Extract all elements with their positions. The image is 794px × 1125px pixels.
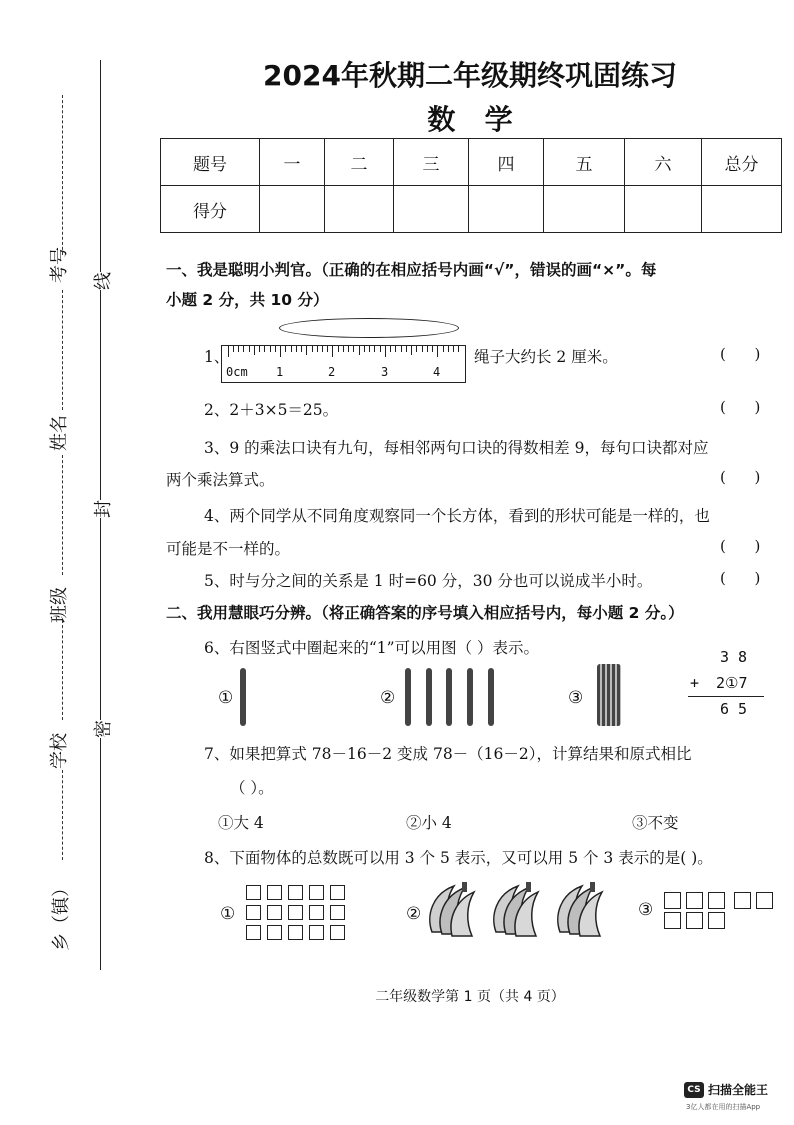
- square-icon: [734, 892, 751, 909]
- score-input-cell[interactable]: [394, 186, 469, 233]
- ruler-tick: [427, 346, 428, 352]
- ruler-tick: [448, 346, 449, 352]
- q3-text: 3、9 的乘法口诀有九句，每相邻两句口诀的得数相差 9，每句口诀都对应: [204, 439, 709, 457]
- ruler-tick: [238, 346, 239, 352]
- square-icon: [330, 925, 345, 940]
- stick-icon: [467, 668, 473, 726]
- banana-bunch-icon: [424, 880, 478, 938]
- binding-line-segment: [62, 455, 63, 575]
- ruler-tick: [270, 346, 271, 352]
- ruler-tick: [364, 346, 365, 352]
- square-icon: [288, 925, 303, 940]
- q5-text: 5、时与分之间的关系是 1 时=60 分，30 分也可以说成半小时。: [204, 572, 653, 590]
- q7-answer-paren[interactable]: （ ）。: [230, 779, 274, 797]
- square-icon: [664, 892, 681, 909]
- binding-line-segment: [62, 290, 63, 410]
- binding-line-segment: [62, 95, 63, 255]
- ruler-tick: [359, 346, 360, 355]
- ruler-tick: [280, 346, 281, 357]
- answer-paren-q3[interactable]: ( ): [720, 468, 761, 486]
- square-icon: [267, 905, 282, 920]
- square-icon: [708, 912, 725, 929]
- q8-option-3[interactable]: ③: [638, 900, 654, 920]
- label-school: 学校: [49, 733, 70, 769]
- ruler-tick: [343, 346, 344, 352]
- ruler-tick: [411, 346, 412, 355]
- q6-calc-row2: 2①7: [716, 674, 748, 692]
- scanner-app-name: 扫描全能王: [708, 1083, 769, 1097]
- table-cell: 五: [544, 139, 625, 186]
- table-cell: 六: [625, 139, 702, 186]
- square-icon: [267, 885, 282, 900]
- square-icon: [309, 885, 324, 900]
- ruler-label: 1: [276, 365, 284, 379]
- ruler-tick: [395, 346, 396, 352]
- table-cell: 得分: [161, 186, 260, 233]
- ruler-tick: [437, 346, 438, 357]
- score-input-cell[interactable]: [702, 186, 782, 233]
- table-cell: 总分: [702, 139, 782, 186]
- ruler-label: 3: [381, 365, 389, 379]
- q4-text-cont: 可能是不一样的。: [166, 540, 291, 558]
- square-icon: [246, 885, 261, 900]
- score-input-cell[interactable]: [469, 186, 544, 233]
- banana-bunch-icon: [488, 880, 542, 938]
- seal-word-line: 线: [89, 272, 115, 290]
- exam-title: 2024年秋期二年级期终巩固练习: [263, 59, 677, 92]
- section2-heading: 二、我用慧眼巧分辨。（将正确答案的序号填入相应括号内，每小题 2 分。）: [166, 604, 684, 622]
- answer-paren-q1[interactable]: ( ): [720, 345, 761, 363]
- ruler-tick: [458, 346, 459, 352]
- table-cell: 四: [469, 139, 544, 186]
- stick-icon: [446, 668, 452, 726]
- answer-paren-q2[interactable]: ( ): [720, 398, 761, 416]
- label-town: 乡（镇）: [51, 879, 72, 951]
- ruler-tick: [348, 346, 349, 352]
- q1-text: 绳子大约长 2 厘米。: [474, 348, 618, 366]
- ruler-tick: [401, 346, 402, 352]
- q6-option-3[interactable]: ③: [568, 688, 584, 708]
- label-class: 班级: [49, 587, 70, 623]
- page-footer: 二年级数学第 1 页（共 4 页）: [375, 989, 565, 1005]
- scanner-tagline: 3亿人都在用的扫描App: [686, 1103, 761, 1111]
- square-icon: [330, 905, 345, 920]
- q6-option-2[interactable]: ②: [380, 688, 396, 708]
- ruler-tick: [338, 346, 339, 352]
- q6-calc-result: 6 5: [720, 700, 748, 718]
- ruler-tick: [453, 346, 454, 352]
- q8-option-1[interactable]: ①: [220, 904, 236, 924]
- q3-text-cont: 两个乘法算式。: [166, 471, 275, 489]
- ruler-tick: [327, 346, 328, 352]
- ruler-tick: [380, 346, 381, 352]
- q7-text: 7、如果把算式 78－16－2 变成 78－（16－2），计算结果和原式相比: [204, 745, 692, 763]
- label-exam-no: 考号: [49, 247, 70, 283]
- square-icon: [708, 892, 725, 909]
- ruler-tick: [390, 346, 391, 352]
- ruler-tick: [443, 346, 444, 352]
- ruler-tick: [228, 346, 229, 357]
- q7-option-1[interactable]: ①大 4: [218, 814, 264, 832]
- subject-title: 数 学: [427, 103, 513, 136]
- ruler-tick: [416, 346, 417, 352]
- ruler-tick: [301, 346, 302, 352]
- ruler-tick: [385, 346, 386, 357]
- ruler-tick: [285, 346, 286, 352]
- table-cell: 一: [260, 139, 325, 186]
- answer-paren-q5[interactable]: ( ): [720, 569, 761, 587]
- ruler-tick: [374, 346, 375, 352]
- q8-text: 8、下面物体的总数既可以用 3 个 5 表示，又可以用 5 个 3 表示的是( )。: [204, 849, 713, 867]
- square-icon: [309, 925, 324, 940]
- square-icon: [267, 925, 282, 940]
- table-cell: 二: [325, 139, 394, 186]
- score-input-cell[interactable]: [544, 186, 625, 233]
- ruler-tick: [306, 346, 307, 355]
- ruler-tick: [317, 346, 318, 352]
- square-icon: [288, 885, 303, 900]
- ruler-tick: [406, 346, 407, 352]
- square-icon: [246, 905, 261, 920]
- ruler-tick: [312, 346, 313, 352]
- binding-line-segment: [62, 770, 63, 860]
- table-cell: 题号: [161, 139, 260, 186]
- ruler-tick: [264, 346, 265, 352]
- square-icon: [288, 905, 303, 920]
- ruler-label: 0cm: [226, 365, 248, 379]
- ruler-label: 2: [328, 365, 336, 379]
- square-icon: [756, 892, 773, 909]
- score-table-score-row: [161, 186, 782, 233]
- square-icon: [686, 912, 703, 929]
- q1-number: 1、: [204, 348, 230, 366]
- label-name: 姓名: [49, 415, 70, 451]
- banana-bunch-icon: [552, 880, 606, 938]
- q6-calc-plus: +: [690, 674, 700, 692]
- q6-calc-row1: 3 8: [720, 648, 748, 666]
- square-icon: [309, 905, 324, 920]
- ruler-tick: [432, 346, 433, 352]
- stick-icon: [488, 668, 494, 726]
- ruler-tick: [259, 346, 260, 352]
- ruler-tick: [369, 346, 370, 352]
- score-table-header-row: [161, 139, 782, 186]
- seal-word-seal: 封: [89, 500, 115, 518]
- q4-text: 4、两个同学从不同角度观察同一个长方体，看到的形状可能是一样的，也: [204, 507, 710, 525]
- q6-text: 6、右图竖式中圈起来的“1”可以用图（ ）表示。: [204, 639, 539, 657]
- ruler-tick: [249, 346, 250, 352]
- square-icon: [330, 885, 345, 900]
- rope-illustration: [279, 318, 459, 338]
- stick-icon: [240, 668, 246, 726]
- scanner-logo-icon: CS: [684, 1082, 704, 1098]
- square-icon: [686, 892, 703, 909]
- ruler-tick: [275, 346, 276, 352]
- ruler-tick: [422, 346, 423, 352]
- ruler-label: 4: [433, 365, 441, 379]
- table-cell: 三: [394, 139, 469, 186]
- section1-heading-cont: 小题 2 分，共 10 分）: [166, 291, 329, 309]
- score-input-cell[interactable]: [260, 186, 325, 233]
- score-input-cell[interactable]: [625, 186, 702, 233]
- q2-text: 2、2＋3×5＝25。: [204, 401, 339, 419]
- score-input-cell[interactable]: [325, 186, 394, 233]
- ruler-illustration: [221, 345, 466, 383]
- ruler-tick: [353, 346, 354, 352]
- q7-option-3[interactable]: ③不变: [632, 814, 679, 832]
- score-table: [160, 138, 782, 233]
- binding-line-segment: [62, 620, 63, 720]
- square-icon: [246, 925, 261, 940]
- stick-icon: [426, 668, 432, 726]
- q6-calc-divider: [688, 696, 764, 697]
- ruler-tick: [322, 346, 323, 352]
- q6-option-1[interactable]: ①: [218, 688, 234, 708]
- ruler-tick: [332, 346, 333, 357]
- seal-word-secret: 密: [89, 720, 115, 738]
- stick-icon: [405, 668, 411, 726]
- ruler-tick: [243, 346, 244, 352]
- ruler-tick: [254, 346, 255, 355]
- square-icon: [664, 912, 681, 929]
- answer-paren-q4[interactable]: ( ): [720, 537, 761, 555]
- q8-option-2[interactable]: ②: [406, 904, 422, 924]
- ruler-tick: [233, 346, 234, 352]
- q7-option-2[interactable]: ②小 4: [406, 814, 452, 832]
- stick-bundle-icon: [597, 664, 621, 726]
- ruler-tick: [296, 346, 297, 352]
- ruler-tick: [291, 346, 292, 352]
- section1-heading: 一、我是聪明小判官。（正确的在相应括号内画“√”，错误的画“×”。每: [166, 261, 657, 279]
